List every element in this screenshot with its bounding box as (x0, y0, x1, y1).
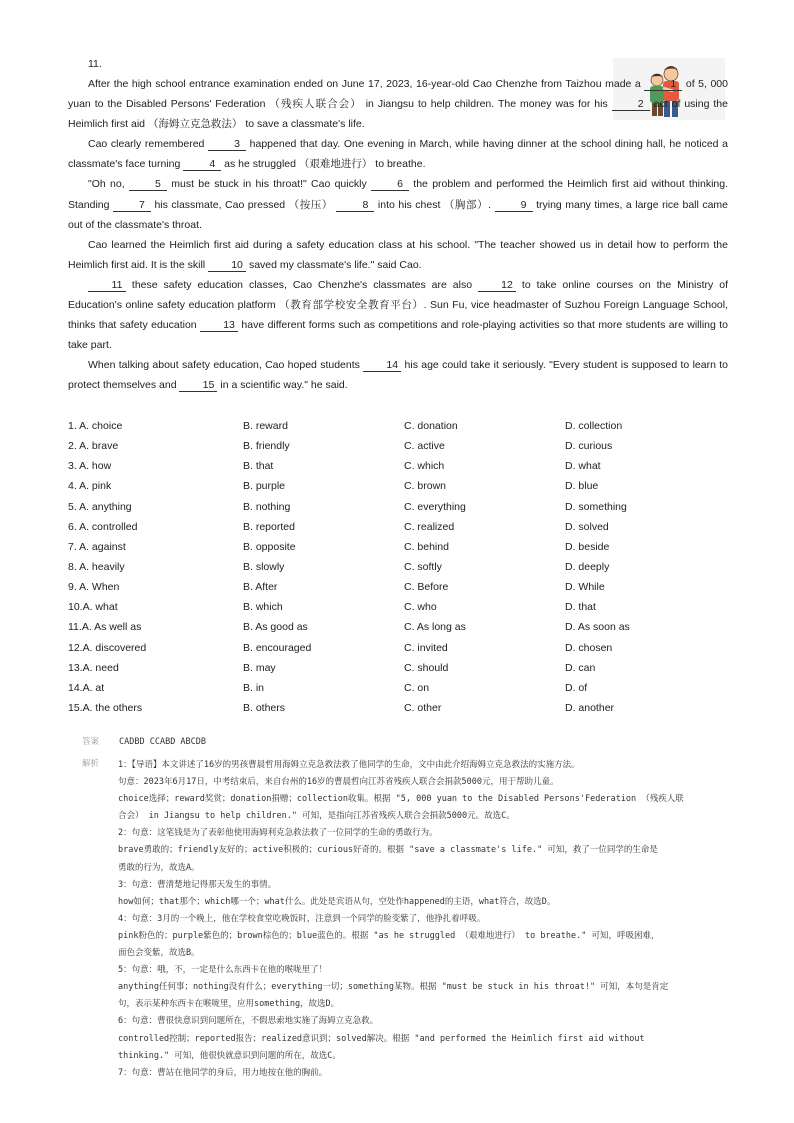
option-c: C. brown (404, 480, 447, 493)
option-d: D. that (565, 601, 596, 614)
option-a: 14.A. at (68, 681, 105, 694)
option-c: C. active (404, 440, 445, 453)
option-row (68, 436, 748, 456)
option-d: D. curious (565, 440, 613, 453)
option-row (68, 497, 748, 517)
option-a: 4. A. pink (68, 480, 112, 493)
option-d: D. of (565, 681, 588, 694)
option-b: B. that (243, 460, 274, 473)
analysis-line: brave勇敢的；friendly友好的；active积极的；curious好奇的。根据 "save a classmate's life." 可知，救了一位同学的生命是 (118, 845, 658, 856)
option-b: B. may (243, 661, 276, 674)
analysis-line: 面色会变紫，故选B。 (118, 948, 200, 959)
option-d: D. another (565, 702, 615, 715)
option-b: B. opposite (243, 540, 296, 553)
option-d: D. solved (565, 520, 609, 533)
passage-paragraph-4: Cao learned the Heimlich first aid during a safety education class at his school. "The teacher showed us in detail how to perform the Heimlich first aid. It is the skill 10 saved my classmate's life." said Cao. (68, 238, 728, 271)
option-a: 5. A. anything (68, 500, 132, 513)
analysis-line: 7：句意：曹站在他同学的身后，用力地按在他的胸前。 (118, 1067, 328, 1078)
option-c: C. other (404, 702, 442, 715)
option-d: D. what (565, 460, 601, 473)
option-a: 10.A. what (68, 601, 118, 614)
analysis-line: 5：句意：哦，不，一定是什么东西卡在他的喉咙里了！ (118, 965, 328, 976)
option-row (68, 557, 748, 577)
option-d: D. something (565, 500, 627, 513)
analysis-tag: 解析 (82, 759, 100, 769)
option-row (68, 517, 748, 537)
option-c: C. softly (404, 561, 442, 574)
analysis-line: 3：句意：曹清楚地记得那天发生的事情。 (118, 879, 277, 890)
option-d: D. beside (565, 540, 610, 553)
option-c: C. should (404, 661, 449, 674)
option-row (68, 537, 748, 557)
analysis-line: pink粉色的；purple紫色的；brown棕色的；blue蓝色的。根据 "as he struggled （艰难地进行） to breathe." 可知，呼吸困难， (118, 930, 660, 941)
option-c: C. who (404, 601, 437, 614)
option-b: B. slowly (243, 561, 285, 574)
option-a: 7. A. against (68, 540, 126, 553)
option-b: B. As good as (243, 621, 308, 634)
analysis-line: how如何；that那个；which哪一个；what什么。此处是宾语从句，空处作happened的主语，what符合，故选D。 (118, 896, 556, 907)
passage-paragraph-5: 11 these safety education classes, Cao Chenzhe's classmates are also 12 to take online courses on the Ministry of Education's online safety education platform （教育部学校安全教育平台）. Sun Fu, vice headmaster of Suzhou Foreign Language School, thinks that safety education 13 have different forms such as competitions and role-playing activities so that more students are willing to take part. (68, 278, 728, 352)
analysis-line: 6：句意：曹很快意识到问题所在，不假思索地实施了海姆立克急救。 (118, 1016, 379, 1027)
option-row (68, 698, 748, 718)
option-a: 13.A. need (68, 661, 119, 674)
analysis-line: 2：句意：这笔钱是为了表彰他使用海姆利克急救法救了一位同学的生命的勇敢行为。 (118, 828, 438, 839)
option-c: C. Before (404, 581, 449, 594)
analysis-line: controlled控制；reported报告；realized意识到；solved解决。根据 "and performed the Heimlich first aid without (118, 1033, 645, 1044)
passage-paragraph-6: When talking about safety education, Cao hoped students 14 his age could take it seriously. "Every student is supposed to learn to protect themselves and 15 in a scientific way." he said. (68, 359, 729, 392)
analysis-line: choice选择；reward奖赏；donation捐赠；collection收集。根据 "5, 000 yuan to the Disabled Persons'Federation （残疾人联 (118, 794, 684, 805)
blank-8: 8 (336, 199, 374, 212)
option-d: D. deeply (565, 561, 610, 574)
analysis-line: 1：【导语】本文讲述了16岁的男孩曹晨哲用海姆立克急救法救了他同学的生命，文中由此介绍海姆立克急救法的实施方法。 (118, 760, 580, 770)
passage (68, 74, 728, 396)
blank-6: 6 (371, 178, 409, 191)
option-a: 1. A. choice (68, 420, 123, 433)
option-row (68, 658, 748, 678)
option-row (68, 597, 748, 617)
analysis-line: 勇敢的行为，故选A。 (118, 862, 200, 873)
analysis-line: 合会） in Jiangsu to help children." 可知，是指向江苏省残疾人联合会捐款5000元。故选C。 (118, 811, 515, 822)
blank-11: 11 (88, 279, 126, 292)
blank-3: 3 (208, 138, 246, 151)
option-b: B. nothing (243, 500, 291, 513)
options-list (68, 416, 748, 718)
option-d: D. blue (565, 480, 599, 493)
analysis-line: 句意：2023年6月17日，中考结束后，来自台州的16岁的曹晨哲向江苏省残疾人联合会捐款5000元，用于帮助儿童。 (118, 777, 559, 788)
blank-13: 13 (200, 319, 238, 332)
blank-4: 4 (183, 158, 221, 171)
option-a: 2. A. brave (68, 440, 119, 453)
blank-7: 7 (113, 199, 151, 212)
option-b: B. others (243, 702, 286, 715)
option-c: C. everything (404, 500, 466, 513)
option-c: C. invited (404, 641, 448, 654)
option-c: C. on (404, 681, 430, 694)
option-d: D. chosen (565, 641, 613, 654)
option-b: B. friendly (243, 440, 290, 453)
analysis-line: 句，表示某种东西卡在喉咙里，应用something，故选D。 (118, 999, 340, 1010)
option-row (68, 416, 748, 436)
blank-14: 14 (363, 359, 401, 372)
passage-paragraph-3: "Oh no, 5 must be stuck in his throat!" Cao quickly 6 the problem and performed the Heimlich first aid without thinking. Standing 7 his classmate, Cao pressed （按压） 8 into his chest （胸部）. 9 trying many times, a large rice ball came out of the classmate's throat. (68, 178, 729, 231)
option-a: 15.A. the others (68, 702, 143, 715)
option-a: 11.A. As well as (68, 621, 142, 634)
option-a: 6. A. controlled (68, 520, 138, 533)
option-a: 3. A. how (68, 460, 112, 473)
option-c: C. which (404, 460, 445, 473)
option-c: C. donation (404, 420, 458, 433)
option-b: B. in (243, 681, 265, 694)
option-b: B. reward (243, 420, 288, 433)
option-b: B. After (243, 581, 278, 594)
option-d: D. collection (565, 420, 623, 433)
option-row (68, 638, 748, 658)
option-row (68, 456, 748, 476)
option-row (68, 617, 748, 637)
option-row (68, 476, 748, 496)
blank-9: 9 (495, 199, 533, 212)
option-d: D. As soon as (565, 621, 630, 634)
option-c: C. behind (404, 540, 449, 553)
answer-line (82, 735, 206, 747)
answer-value: CADBD CCABD ABCDB (119, 737, 207, 747)
analysis-line: anything任何事；nothing没有什么；everything一切；something某物。根据 "must be stuck in his throat!" 可知，本句是肯定 (118, 982, 669, 993)
blank-15: 15 (179, 379, 217, 392)
option-a: 12.A. discovered (68, 641, 147, 654)
analysis-lines (118, 757, 718, 1082)
passage-paragraph-2: Cao clearly remembered 3 happened that day. One evening in March, while having dinner at the school dining hall, he noticed a classmate's face turning 4 as he struggled （艰难地进行） to breathe. (68, 138, 728, 171)
option-b: B. encouraged (243, 641, 312, 654)
option-c: C. As long as (404, 621, 466, 634)
option-a: 8. A. heavily (68, 561, 125, 574)
option-d: D. While (565, 581, 605, 594)
option-b: B. purple (243, 480, 286, 493)
option-b: B. which (243, 601, 283, 614)
question-number: 11. (88, 58, 102, 70)
blank-5: 5 (129, 178, 167, 191)
blank-10: 10 (208, 259, 246, 272)
passage-paragraph-1: After the high school entrance examination ended on June 17, 2023, 16-year-old Cao Chenzhe from Taizhou made a 1 of 5, 000 yuan to the Disabled Persons' Federation （残疾人联合会） in Jiangsu to help children. The money was for his 2 act of using the Heimlich first aid （海姆立克急救法） to save a classmate's life. (68, 78, 728, 131)
option-a: 9. A. When (68, 581, 120, 594)
option-row (68, 577, 748, 597)
analysis-line: 4：句意：3月的一个晚上，他在学校食堂吃晚饭时，注意到一个同学的脸变紫了，他挣扎着呼吸。 (118, 913, 486, 924)
option-row (68, 678, 748, 698)
analysis-line: thinking." 可知，他很快就意识到问题的所在，故选C。 (118, 1050, 341, 1061)
blank-2: 2 (612, 98, 650, 111)
blank-12: 12 (478, 279, 516, 292)
option-b: B. reported (243, 520, 295, 533)
option-d: D. can (565, 661, 596, 674)
blank-1: 1 (644, 78, 682, 91)
answer-tag: 答案 (82, 737, 100, 747)
option-c: C. realized (404, 520, 455, 533)
